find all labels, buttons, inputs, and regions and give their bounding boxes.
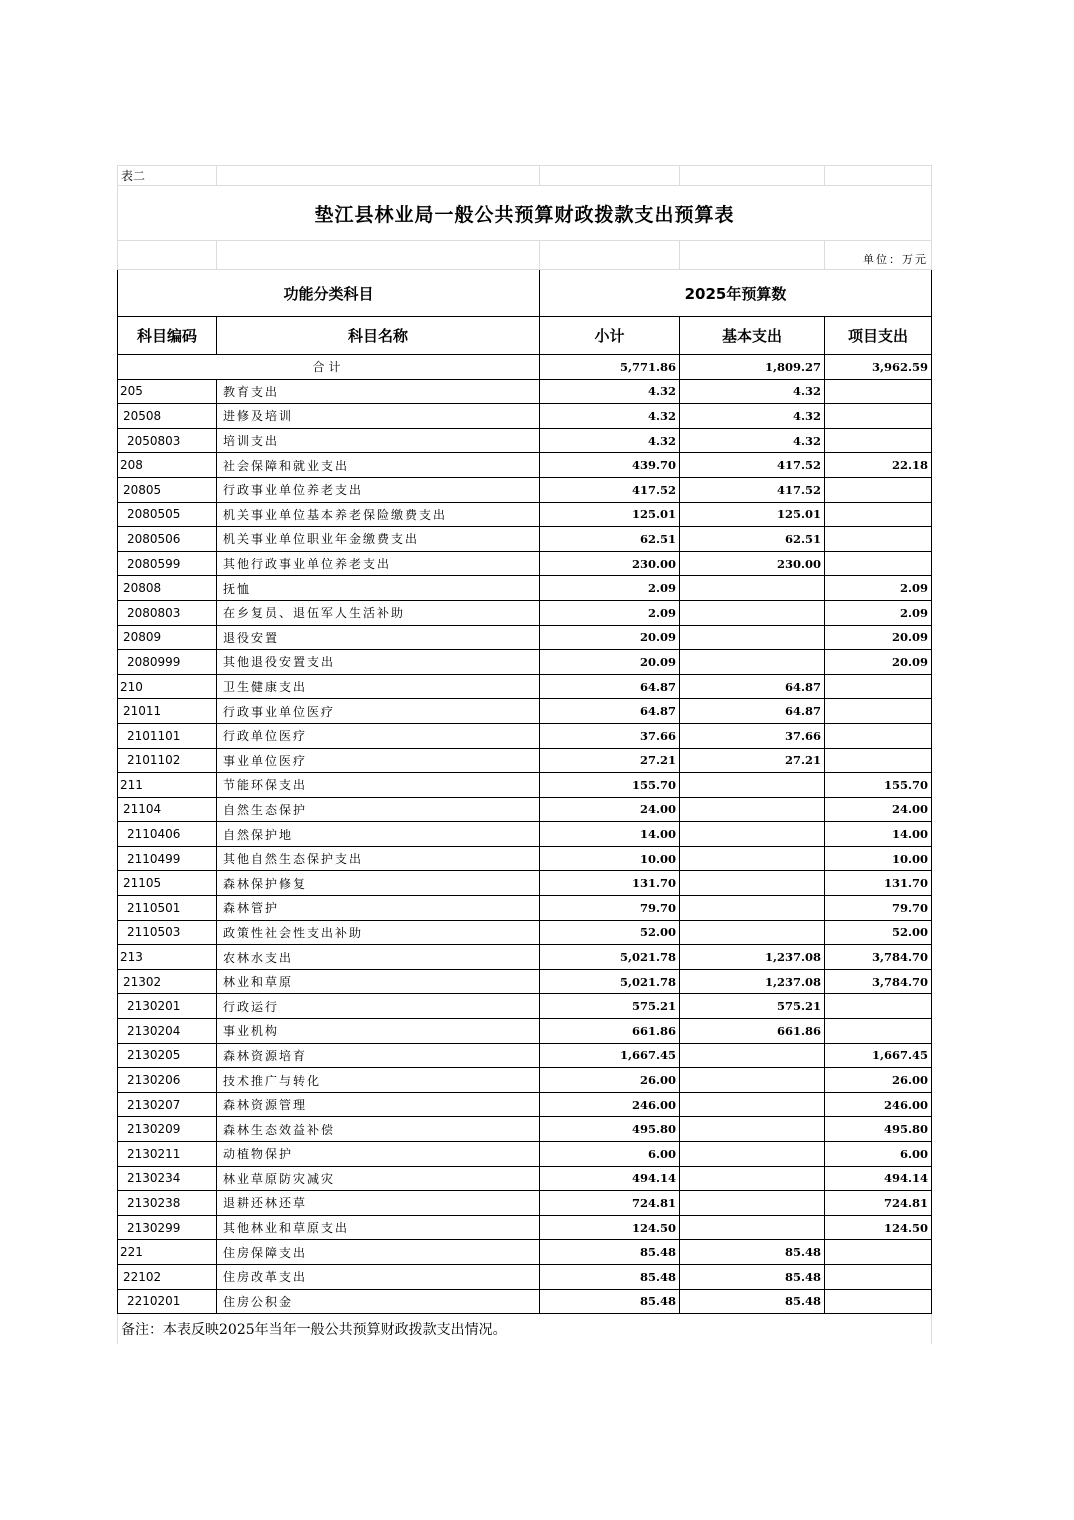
header-column-row bbox=[118, 317, 932, 355]
row-code: 2101101 bbox=[118, 723, 217, 748]
table-row bbox=[118, 945, 932, 970]
table-caption: 表二 bbox=[118, 166, 217, 186]
row-name: 技术推广与转化 bbox=[217, 1068, 540, 1093]
row-subtotal: 661.86 bbox=[540, 1019, 680, 1044]
row-name: 机关事业单位职业年金缴费支出 bbox=[217, 527, 540, 552]
table-row bbox=[118, 1264, 932, 1289]
row-code: 21011 bbox=[118, 699, 217, 724]
row-project bbox=[825, 404, 932, 429]
row-name: 住房改革支出 bbox=[217, 1264, 540, 1289]
row-name: 其他行政事业单位养老支出 bbox=[217, 551, 540, 576]
row-basic bbox=[680, 1191, 825, 1216]
row-basic bbox=[680, 600, 825, 625]
row-code: 2110406 bbox=[118, 822, 217, 847]
row-code: 205 bbox=[118, 379, 217, 404]
header-subtotal: 小计 bbox=[540, 317, 680, 355]
row-subtotal: 5,021.78 bbox=[540, 945, 680, 970]
row-project: 155.70 bbox=[825, 773, 932, 798]
row-basic: 62.51 bbox=[680, 527, 825, 552]
row-code: 2130234 bbox=[118, 1166, 217, 1191]
row-subtotal: 4.32 bbox=[540, 379, 680, 404]
row-basic bbox=[680, 1092, 825, 1117]
row-project bbox=[825, 674, 932, 699]
row-project: 6.00 bbox=[825, 1142, 932, 1167]
row-code: 20508 bbox=[118, 404, 217, 429]
row-code: 2080505 bbox=[118, 502, 217, 527]
row-project bbox=[825, 723, 932, 748]
row-subtotal: 230.00 bbox=[540, 551, 680, 576]
row-project: 22.18 bbox=[825, 453, 932, 478]
row-code: 20809 bbox=[118, 625, 217, 650]
title-row bbox=[118, 186, 932, 241]
header-budget-year: 2025年预算数 bbox=[540, 270, 932, 317]
row-code: 2130207 bbox=[118, 1092, 217, 1117]
row-project: 3,784.70 bbox=[825, 945, 932, 970]
table-row bbox=[118, 920, 932, 945]
row-project: 494.14 bbox=[825, 1166, 932, 1191]
table-row bbox=[118, 1068, 932, 1093]
row-name: 卫生健康支出 bbox=[217, 674, 540, 699]
row-subtotal: 64.87 bbox=[540, 674, 680, 699]
row-name: 自然生态保护 bbox=[217, 797, 540, 822]
row-code: 2130204 bbox=[118, 1019, 217, 1044]
row-code: 2130299 bbox=[118, 1215, 217, 1240]
row-code: 221 bbox=[118, 1240, 217, 1265]
table-row bbox=[118, 404, 932, 429]
row-code: 2050803 bbox=[118, 428, 217, 453]
row-name: 森林生态效益补偿 bbox=[217, 1117, 540, 1142]
table-row bbox=[118, 1117, 932, 1142]
table-row bbox=[118, 1043, 932, 1068]
row-code: 21302 bbox=[118, 969, 217, 994]
row-basic bbox=[680, 871, 825, 896]
row-basic: 1,237.08 bbox=[680, 969, 825, 994]
row-project: 495.80 bbox=[825, 1117, 932, 1142]
row-project bbox=[825, 1019, 932, 1044]
table-row bbox=[118, 797, 932, 822]
row-code: 208 bbox=[118, 453, 217, 478]
row-subtotal: 4.32 bbox=[540, 404, 680, 429]
row-basic bbox=[680, 1166, 825, 1191]
row-code: 2130238 bbox=[118, 1191, 217, 1216]
row-code: 2080999 bbox=[118, 650, 217, 675]
header-group-row bbox=[118, 270, 932, 317]
row-name: 农林水支出 bbox=[217, 945, 540, 970]
row-code: 21105 bbox=[118, 871, 217, 896]
total-project: 3,962.59 bbox=[825, 355, 932, 380]
row-subtotal: 26.00 bbox=[540, 1068, 680, 1093]
row-basic bbox=[680, 1142, 825, 1167]
table-row bbox=[118, 1191, 932, 1216]
row-code: 210 bbox=[118, 674, 217, 699]
row-subtotal: 131.70 bbox=[540, 871, 680, 896]
row-name: 森林资源培育 bbox=[217, 1043, 540, 1068]
header-code: 科目编码 bbox=[118, 317, 217, 355]
row-subtotal: 124.50 bbox=[540, 1215, 680, 1240]
row-project: 10.00 bbox=[825, 846, 932, 871]
row-project: 131.70 bbox=[825, 871, 932, 896]
row-basic: 27.21 bbox=[680, 748, 825, 773]
row-name: 森林保护修复 bbox=[217, 871, 540, 896]
table-row bbox=[118, 551, 932, 576]
budget-sheet bbox=[117, 165, 931, 1344]
row-name: 事业机构 bbox=[217, 1019, 540, 1044]
table-row bbox=[118, 477, 932, 502]
row-code: 20808 bbox=[118, 576, 217, 601]
row-name: 森林资源管理 bbox=[217, 1092, 540, 1117]
table-row bbox=[118, 576, 932, 601]
row-project bbox=[825, 1240, 932, 1265]
row-name: 机关事业单位基本养老保险缴费支出 bbox=[217, 502, 540, 527]
table-row bbox=[118, 1289, 932, 1314]
caption-row bbox=[118, 166, 932, 186]
row-project: 24.00 bbox=[825, 797, 932, 822]
row-code: 211 bbox=[118, 773, 217, 798]
row-subtotal: 20.09 bbox=[540, 625, 680, 650]
row-subtotal: 575.21 bbox=[540, 994, 680, 1019]
total-subtotal: 5,771.86 bbox=[540, 355, 680, 380]
row-subtotal: 417.52 bbox=[540, 477, 680, 502]
table-row bbox=[118, 650, 932, 675]
row-subtotal: 62.51 bbox=[540, 527, 680, 552]
row-basic bbox=[680, 576, 825, 601]
row-project: 14.00 bbox=[825, 822, 932, 847]
row-basic bbox=[680, 797, 825, 822]
table-row bbox=[118, 502, 932, 527]
table-row bbox=[118, 846, 932, 871]
row-basic bbox=[680, 1043, 825, 1068]
row-basic bbox=[680, 1068, 825, 1093]
table-row bbox=[118, 773, 932, 798]
row-project: 20.09 bbox=[825, 625, 932, 650]
row-subtotal: 246.00 bbox=[540, 1092, 680, 1117]
row-name: 自然保护地 bbox=[217, 822, 540, 847]
row-basic bbox=[680, 896, 825, 921]
row-basic: 64.87 bbox=[680, 674, 825, 699]
total-label: 合计 bbox=[118, 355, 540, 380]
row-subtotal: 4.32 bbox=[540, 428, 680, 453]
row-subtotal: 2.09 bbox=[540, 600, 680, 625]
row-name: 抚恤 bbox=[217, 576, 540, 601]
row-subtotal: 52.00 bbox=[540, 920, 680, 945]
row-subtotal: 85.48 bbox=[540, 1289, 680, 1314]
row-project bbox=[825, 428, 932, 453]
row-code: 2110503 bbox=[118, 920, 217, 945]
row-code: 213 bbox=[118, 945, 217, 970]
table-row bbox=[118, 1142, 932, 1167]
row-project bbox=[825, 477, 932, 502]
row-code: 2080506 bbox=[118, 527, 217, 552]
total-basic: 1,809.27 bbox=[680, 355, 825, 380]
row-project: 2.09 bbox=[825, 576, 932, 601]
header-functional-category: 功能分类科目 bbox=[118, 270, 540, 317]
row-code: 21104 bbox=[118, 797, 217, 822]
row-project: 26.00 bbox=[825, 1068, 932, 1093]
row-project bbox=[825, 551, 932, 576]
row-basic: 64.87 bbox=[680, 699, 825, 724]
row-subtotal: 495.80 bbox=[540, 1117, 680, 1142]
table-row bbox=[118, 1092, 932, 1117]
row-subtotal: 14.00 bbox=[540, 822, 680, 847]
row-subtotal: 2.09 bbox=[540, 576, 680, 601]
row-basic bbox=[680, 846, 825, 871]
row-subtotal: 85.48 bbox=[540, 1264, 680, 1289]
row-name: 社会保障和就业支出 bbox=[217, 453, 540, 478]
table-title: 垫江县林业局一般公共预算财政拨款支出预算表 bbox=[118, 186, 932, 241]
row-subtotal: 5,021.78 bbox=[540, 969, 680, 994]
table-row bbox=[118, 1166, 932, 1191]
row-basic: 85.48 bbox=[680, 1289, 825, 1314]
row-name: 住房公积金 bbox=[217, 1289, 540, 1314]
row-code: 2130211 bbox=[118, 1142, 217, 1167]
table-row bbox=[118, 600, 932, 625]
row-code: 2130201 bbox=[118, 994, 217, 1019]
row-basic bbox=[680, 822, 825, 847]
row-basic: 417.52 bbox=[680, 453, 825, 478]
table-row bbox=[118, 871, 932, 896]
row-name: 林业和草原 bbox=[217, 969, 540, 994]
table-row bbox=[118, 994, 932, 1019]
row-project bbox=[825, 994, 932, 1019]
row-basic bbox=[680, 920, 825, 945]
row-project: 1,667.45 bbox=[825, 1043, 932, 1068]
row-subtotal: 37.66 bbox=[540, 723, 680, 748]
row-name: 在乡复员、退伍军人生活补助 bbox=[217, 600, 540, 625]
row-basic bbox=[680, 1215, 825, 1240]
row-name: 动植物保护 bbox=[217, 1142, 540, 1167]
row-basic: 661.86 bbox=[680, 1019, 825, 1044]
row-code: 22102 bbox=[118, 1264, 217, 1289]
row-code: 2130206 bbox=[118, 1068, 217, 1093]
row-name: 其他林业和草原支出 bbox=[217, 1215, 540, 1240]
row-basic: 1,237.08 bbox=[680, 945, 825, 970]
row-subtotal: 724.81 bbox=[540, 1191, 680, 1216]
row-name: 行政单位医疗 bbox=[217, 723, 540, 748]
header-project: 项目支出 bbox=[825, 317, 932, 355]
row-basic: 417.52 bbox=[680, 477, 825, 502]
note-table bbox=[117, 1314, 932, 1344]
table-row bbox=[118, 674, 932, 699]
total-row bbox=[118, 355, 932, 380]
row-subtotal: 10.00 bbox=[540, 846, 680, 871]
row-basic: 575.21 bbox=[680, 994, 825, 1019]
row-name: 行政事业单位医疗 bbox=[217, 699, 540, 724]
table-row bbox=[118, 896, 932, 921]
row-project bbox=[825, 1264, 932, 1289]
table-row bbox=[118, 969, 932, 994]
row-name: 培训支出 bbox=[217, 428, 540, 453]
row-basic bbox=[680, 773, 825, 798]
row-code: 2080803 bbox=[118, 600, 217, 625]
row-project: 79.70 bbox=[825, 896, 932, 921]
row-basic: 4.32 bbox=[680, 404, 825, 429]
row-basic: 85.48 bbox=[680, 1240, 825, 1265]
row-project: 2.09 bbox=[825, 600, 932, 625]
row-subtotal: 20.09 bbox=[540, 650, 680, 675]
table-row bbox=[118, 527, 932, 552]
table-row bbox=[118, 625, 932, 650]
table-row bbox=[118, 428, 932, 453]
table-row bbox=[118, 822, 932, 847]
row-basic: 230.00 bbox=[680, 551, 825, 576]
table-row bbox=[118, 453, 932, 478]
row-name: 进修及培训 bbox=[217, 404, 540, 429]
row-basic: 85.48 bbox=[680, 1264, 825, 1289]
row-subtotal: 6.00 bbox=[540, 1142, 680, 1167]
note-row bbox=[118, 1314, 932, 1344]
row-project bbox=[825, 502, 932, 527]
table-row bbox=[118, 723, 932, 748]
row-subtotal: 439.70 bbox=[540, 453, 680, 478]
row-code: 2110499 bbox=[118, 846, 217, 871]
row-basic: 4.32 bbox=[680, 428, 825, 453]
row-project bbox=[825, 1289, 932, 1314]
table-row bbox=[118, 1240, 932, 1265]
row-code: 2080599 bbox=[118, 551, 217, 576]
table-row bbox=[118, 748, 932, 773]
row-code: 2110501 bbox=[118, 896, 217, 921]
header-basic: 基本支出 bbox=[680, 317, 825, 355]
row-project: 52.00 bbox=[825, 920, 932, 945]
row-project: 20.09 bbox=[825, 650, 932, 675]
row-name: 其他退役安置支出 bbox=[217, 650, 540, 675]
table-row bbox=[118, 379, 932, 404]
row-subtotal: 155.70 bbox=[540, 773, 680, 798]
table-row bbox=[118, 1019, 932, 1044]
row-code: 2210201 bbox=[118, 1289, 217, 1314]
row-name: 退役安置 bbox=[217, 625, 540, 650]
row-name: 教育支出 bbox=[217, 379, 540, 404]
row-basic: 37.66 bbox=[680, 723, 825, 748]
row-basic: 4.32 bbox=[680, 379, 825, 404]
row-project: 124.50 bbox=[825, 1215, 932, 1240]
row-subtotal: 24.00 bbox=[540, 797, 680, 822]
table-row bbox=[118, 699, 932, 724]
row-subtotal: 27.21 bbox=[540, 748, 680, 773]
row-project bbox=[825, 379, 932, 404]
row-subtotal: 494.14 bbox=[540, 1166, 680, 1191]
row-name: 行政事业单位养老支出 bbox=[217, 477, 540, 502]
row-project bbox=[825, 699, 932, 724]
row-subtotal: 64.87 bbox=[540, 699, 680, 724]
row-name: 森林管护 bbox=[217, 896, 540, 921]
table-note: 备注：本表反映2025年当年一般公共预算财政拨款支出情况。 bbox=[118, 1314, 932, 1344]
unit-row bbox=[118, 241, 932, 270]
row-code: 20805 bbox=[118, 477, 217, 502]
row-code: 2101102 bbox=[118, 748, 217, 773]
row-basic bbox=[680, 650, 825, 675]
row-subtotal: 79.70 bbox=[540, 896, 680, 921]
row-name: 退耕还林还草 bbox=[217, 1191, 540, 1216]
row-name: 政策性社会性支出补助 bbox=[217, 920, 540, 945]
table-row bbox=[118, 1215, 932, 1240]
row-project: 246.00 bbox=[825, 1092, 932, 1117]
row-project: 724.81 bbox=[825, 1191, 932, 1216]
row-subtotal: 1,667.45 bbox=[540, 1043, 680, 1068]
row-subtotal: 125.01 bbox=[540, 502, 680, 527]
row-name: 事业单位医疗 bbox=[217, 748, 540, 773]
row-name: 行政运行 bbox=[217, 994, 540, 1019]
row-code: 2130209 bbox=[118, 1117, 217, 1142]
header-name: 科目名称 bbox=[217, 317, 540, 355]
row-project: 3,784.70 bbox=[825, 969, 932, 994]
row-project bbox=[825, 748, 932, 773]
budget-table bbox=[117, 165, 932, 1314]
row-code: 2130205 bbox=[118, 1043, 217, 1068]
row-basic bbox=[680, 625, 825, 650]
row-name: 其他自然生态保护支出 bbox=[217, 846, 540, 871]
row-name: 节能环保支出 bbox=[217, 773, 540, 798]
row-name: 住房保障支出 bbox=[217, 1240, 540, 1265]
row-basic bbox=[680, 1117, 825, 1142]
unit-label: 单位：万元 bbox=[825, 241, 932, 270]
row-project bbox=[825, 527, 932, 552]
row-name: 林业草原防灾减灾 bbox=[217, 1166, 540, 1191]
row-basic: 125.01 bbox=[680, 502, 825, 527]
row-subtotal: 85.48 bbox=[540, 1240, 680, 1265]
